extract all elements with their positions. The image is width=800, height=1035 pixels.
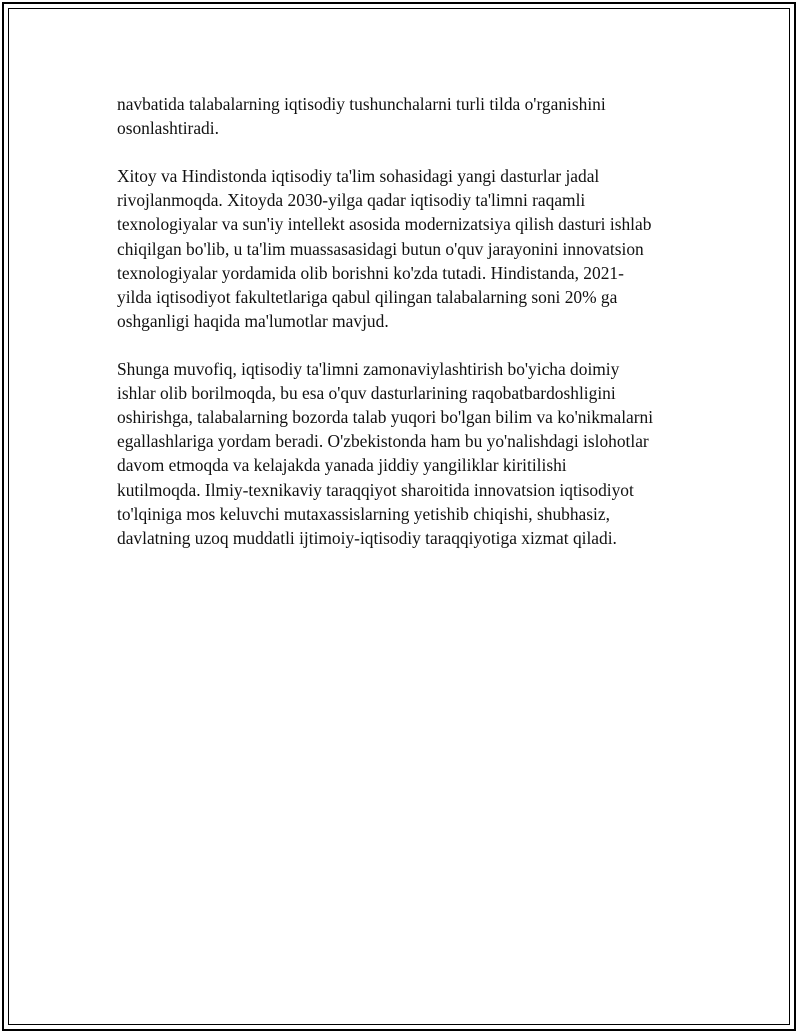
text-line: chiqilgan bo'lib, u ta'lim muassasasidagi butun o'quv jarayonini innovatsion <box>117 238 644 259</box>
text-line: navbatida talabalarning iqtisodiy tushunchalarni turli tilda o'rganishini <box>117 94 606 114</box>
text-line: oshganligi haqida ma'lumotlar mavjud. <box>117 310 389 331</box>
text-line: texnologiyalar va sun'iy intellekt asosida modernizatsiya qilish dasturi ishlab <box>117 214 652 235</box>
text-line: davlatning uzoq muddatli ijtimoiy-iqtisodiy taraqqiyotiga xizmat qiladi. <box>117 527 617 548</box>
paragraph-1 <box>117 92 707 140</box>
text-line: Xitoy va Hindistonda iqtisodiy ta'lim sohasidagi yangi dasturlar jadal <box>117 166 600 187</box>
text-line: to'lqiniga mos keluvchi mutaxassislarning yetishib chiqishi, shubhasiz, <box>117 503 610 524</box>
text-line: ishlar olib borilmoqda, bu esa o'quv dasturlarining raqobatbardoshligini <box>117 383 616 404</box>
paragraph-3 <box>117 357 707 550</box>
text-line: rivojlanmoqda. Xitoyda 2030-yilga qadar iqtisodiy ta'limni raqamli <box>117 190 586 211</box>
text-line: oshirishga, talabalarning bozorda talab yuqori bo'lgan bilim va ko'nikmalarni <box>117 407 654 428</box>
paragraph-2 <box>117 164 707 333</box>
text-line: Shunga muvofiq, iqtisodiy ta'limni zamonaviylashtirish bo'yicha doimiy <box>117 359 620 380</box>
text-line: egallashlariga yordam beradi. O'zbekistonda ham bu yo'nalishdagi islohotlar <box>117 431 649 452</box>
document-body <box>117 92 707 574</box>
text-line: texnologiyalar yordamida olib borishni ko'zda tutadi. Hindistanda, 2021- <box>117 262 624 283</box>
text-line: davom etmoqda va kelajakda yanada jiddiy yangiliklar kiritilishi <box>117 455 567 476</box>
text-line: yilda iqtisodiyot fakultetlariga qabul qilingan talabalarning soni 20% ga <box>117 286 618 307</box>
text-line: kutilmoqda. Ilmiy-texnikaviy taraqqiyot sharoitida innovatsion iqtisodiyot <box>117 479 634 500</box>
text-line: osonlashtiradi. <box>117 118 219 139</box>
